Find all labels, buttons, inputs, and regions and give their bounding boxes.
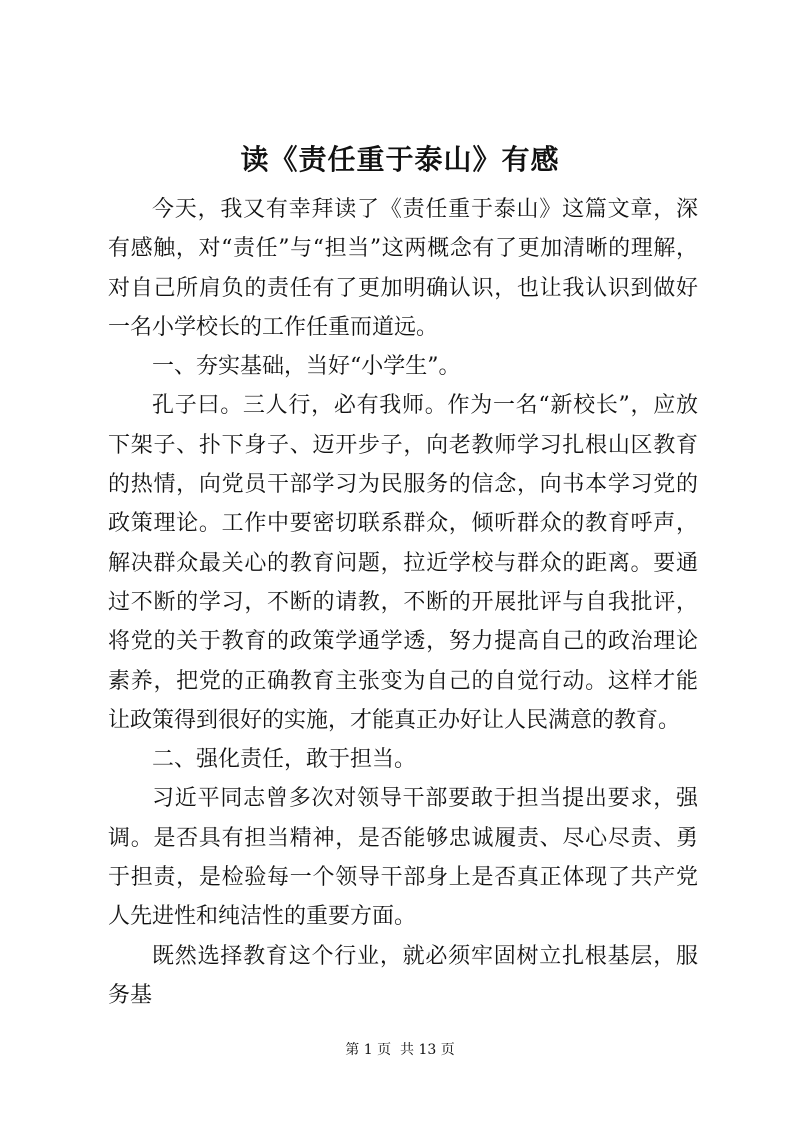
paragraph-section-1: 孔子曰。三人行，必有我师。作为一名“新校长”，应放下架子、扑下身子、迈开步子，向老教师学习扎根山区教育的热情，向党员干部学习为民服务的信念，向书本学习党的政策理论。工作中要密切联系群众，倾听群众的教育呼声，解决群众最关心的教育问题，拉近学校与群众的距离。要通过不断的学习，不断的请教，不断的开展批评与自我批评，将党的关于教育的政策学通学透，努力提高自己的政治理论素养，把党的正确教育主张变为自己的自觉行动。这样才能让政策得到很好的实施，才能真正办好让人民满意的教育。 [108, 393, 698, 733]
paragraph-section-2: 习近平同志曾多次对领导干部要敢于担当提出要求，强调。是否具有担当精神，是否能够忠诚履责、尽心尽责、勇于担责，是检验每一个领导干部身上是否真正体现了共产党人先进性和纯洁性的重要方面。 [108, 786, 698, 930]
paragraph-continued: 既然选择教育这个行业，就必须牢固树立扎根基层，服务基 [108, 943, 698, 1008]
section-heading-1: 一、夯实基础，当好“小学生”。 [152, 354, 461, 380]
page-number-label: 第 1 页 共 13 页 [345, 1042, 455, 1058]
document-body [108, 190, 698, 1015]
page-footer [0, 1040, 800, 1060]
paragraph-intro: 今天，我又有幸拜读了《责任重于泰山》这篇文章，深有感触，对“责任”与“担当”这两概念有了更加清晰的理解，对自己所肩负的责任有了更加明确认识，也让我认识到做好一名小学校长的工作任重而道远。 [108, 197, 698, 340]
document-title: 读《责任重于泰山》有感 [240, 143, 560, 176]
section-heading-2: 二、强化责任，敢于担当。 [152, 747, 417, 773]
